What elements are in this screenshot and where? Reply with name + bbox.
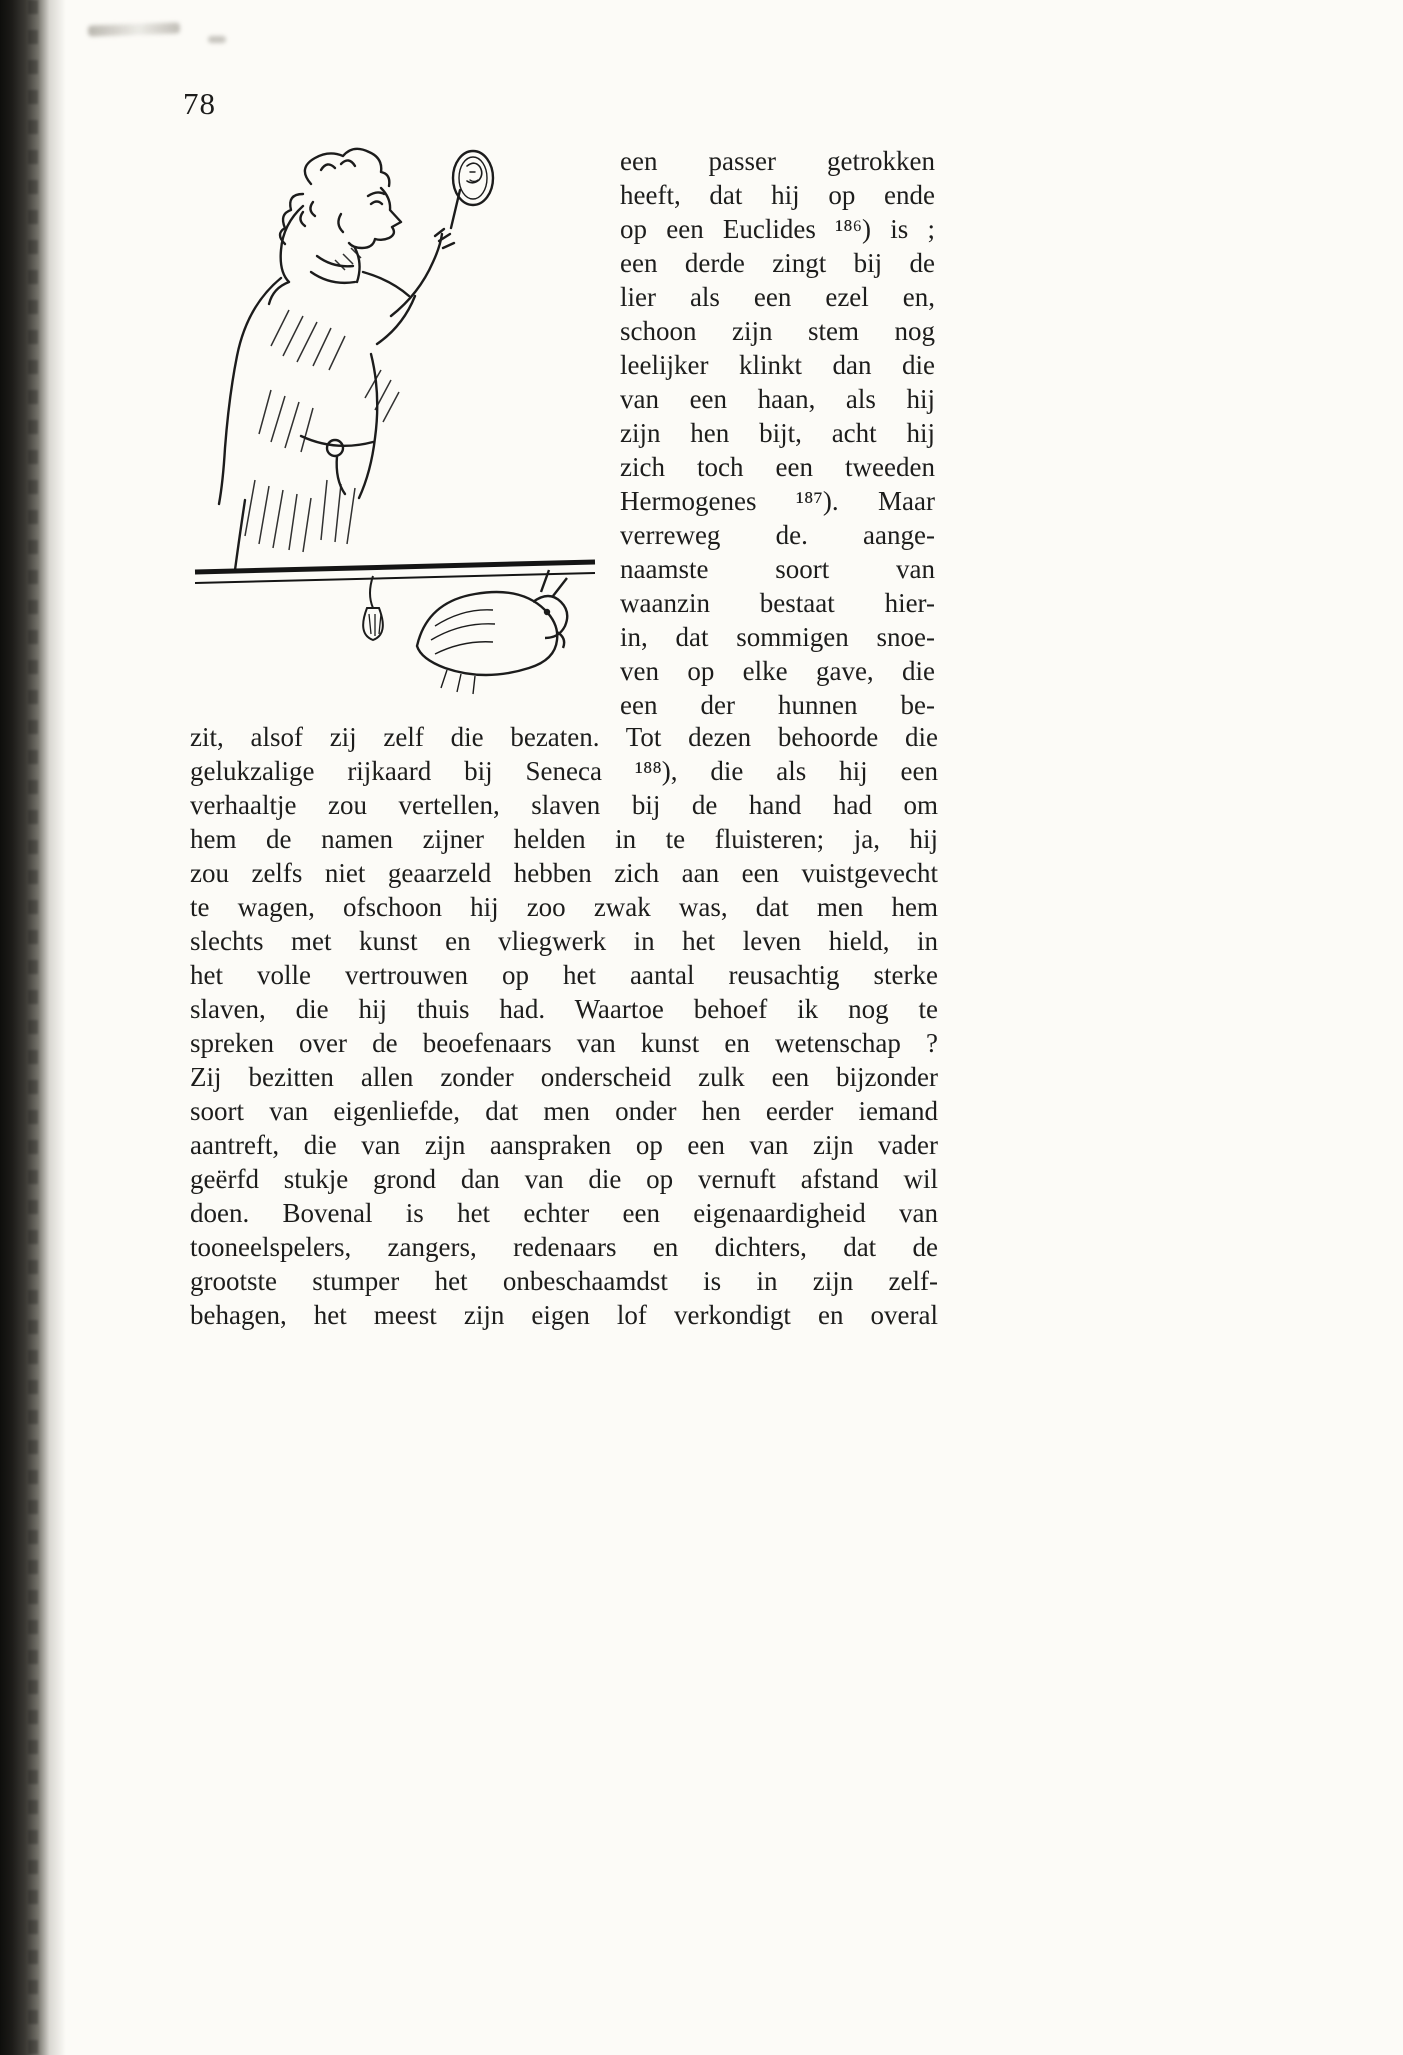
text-line: het volle vertrouwen op het aantal reusachtig sterke [190, 960, 938, 990]
text-line: van een haan, als hij [620, 384, 935, 414]
woodcut-illustration [185, 140, 605, 715]
text-line: ven op elke gave, die [620, 656, 935, 686]
text-line: schoon zijn stem nog [620, 316, 935, 346]
text-line: in, dat sommigen snoe- [620, 622, 935, 652]
text-line: spreken over de beoefenaars van kunst en wetenschap ? [190, 1028, 938, 1058]
text-line: slechts met kunst en vliegwerk in het leven hield, in [190, 926, 938, 956]
text-line: verhaaltje zou vertellen, slaven bij de hand had om [190, 790, 938, 820]
man-with-mirror-woodcut-icon [185, 140, 605, 715]
text-line: leelijker klinkt dan die [620, 350, 935, 380]
text-line: behagen, het meest zijn eigen lof verkondigt en overal [190, 1300, 938, 1330]
scan-smudge [88, 22, 180, 36]
text-line: lier als een ezel en, [620, 282, 935, 312]
text-line: Hermogenes ¹⁸⁷). Maar [620, 486, 935, 516]
scan-smudge [208, 36, 226, 43]
text-line: doen. Bovenal is het echter een eigenaardigheid van [190, 1198, 938, 1228]
text-line: tooneelspelers, zangers, redenaars en dichters, dat de [190, 1232, 938, 1262]
text-line: zich toch een tweeden [620, 452, 935, 482]
text-line: zit, alsof zij zelf die bezaten. Tot dezen behoorde die [190, 722, 938, 752]
text-line: een der hunnen be- [620, 690, 935, 720]
text-line: slaven, die hij thuis had. Waartoe behoef ik nog te [190, 994, 938, 1024]
text-line: een derde zingt bij de [620, 248, 935, 278]
text-line: heeft, dat hij op ende [620, 180, 935, 210]
text-column-right [620, 144, 935, 722]
text-line: grootste stumper het onbeschaamdst is in zijn zelf- [190, 1266, 938, 1296]
page-number: 78 [183, 86, 216, 121]
text-block-main [190, 720, 938, 1332]
text-line: te wagen, ofschoon hij zoo zwak was, dat men hem [190, 892, 938, 922]
text-line: Zij bezitten allen zonder onderscheid zulk een bijzonder [190, 1062, 938, 1092]
text-line: zijn hen bijt, acht hij [620, 418, 935, 448]
text-line: op een Euclides ¹⁸⁶) is ; [620, 214, 935, 244]
text-line: zou zelfs niet geaarzeld hebben zich aan een vuistgevecht [190, 858, 938, 888]
text-line: verreweg de. aange- [620, 520, 935, 550]
text-line: hem de namen zijner helden in te fluisteren; ja, hij [190, 824, 938, 854]
binding-shadow [0, 0, 66, 2055]
text-line: waanzin bestaat hier- [620, 588, 935, 618]
text-line: soort van eigenliefde, dat men onder hen eerder iemand [190, 1096, 938, 1126]
text-line: aantreft, die van zijn aanspraken op een van zijn vader [190, 1130, 938, 1160]
text-line: een passer getrokken [620, 146, 935, 176]
text-line: naamste soort van [620, 554, 935, 584]
text-line: geërfd stukje grond dan van die op vernuft afstand wil [190, 1164, 938, 1194]
text-line: gelukzalige rijkaard bij Seneca ¹⁸⁸), die als hij een [190, 756, 938, 786]
